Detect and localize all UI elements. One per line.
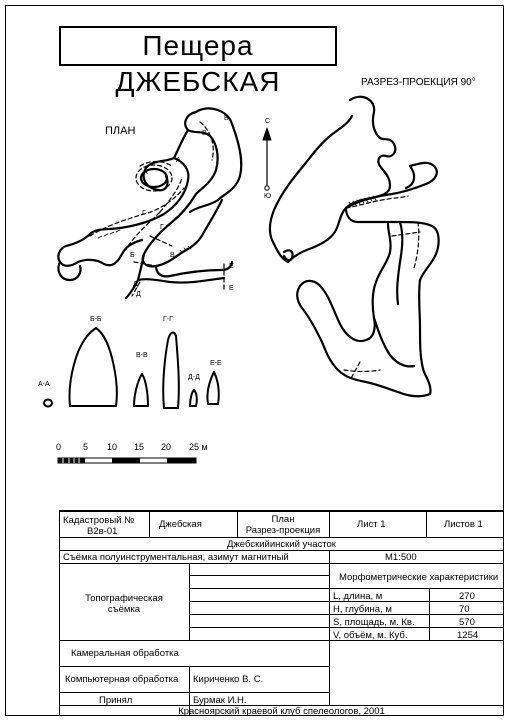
cave-name: Джебская	[159, 519, 202, 530]
topo-survey-line2: съёмка	[107, 604, 141, 615]
plan-mark: Б	[130, 252, 135, 259]
plan-mark: Д	[136, 291, 141, 298]
plan-mark: Г	[160, 224, 164, 231]
title-block	[59, 510, 504, 716]
accepted-name: Бурмак И.Н.	[193, 695, 247, 706]
length-label: L, длина, м	[333, 591, 383, 602]
sheets-total: Листов 1	[444, 519, 483, 530]
volume-label: V, объём, м. Куб.	[333, 630, 408, 641]
sheet-number: Лист 1	[357, 519, 386, 530]
section-label: РАЗРЕЗ-ПРОЕКЦИЯ 90°	[361, 77, 476, 88]
area-name: Джебскийинский участок	[227, 539, 336, 550]
scale-tick: 25 м	[189, 442, 208, 452]
sheet-type-section: Разрез-проекция	[245, 525, 321, 536]
plan-mark: А	[143, 169, 148, 176]
plan-mark: Е	[229, 263, 234, 270]
map-scale: М1:500	[385, 552, 417, 563]
computer-processing-name: Кириченко В. С.	[193, 674, 264, 685]
plan-mark: В	[202, 130, 207, 137]
depth-label: Н, глубина, м	[333, 604, 392, 615]
plan-mark: В	[170, 252, 175, 259]
sheet-type-plan: План	[271, 514, 295, 525]
cameral-label: Камеральная обработка	[71, 648, 179, 659]
accepted-label: Принял	[99, 695, 133, 706]
footer-credit: Красноярский краевой клуб спелеологов, 2001	[178, 706, 385, 717]
depth-value: 70	[459, 604, 470, 615]
section-aa-label: А-А	[38, 381, 50, 388]
cave-section	[270, 97, 439, 396]
plan-label: ПЛАН	[105, 125, 136, 137]
morphometric-header: Морфометрические характеристики	[339, 572, 499, 583]
north-label: С	[265, 118, 271, 125]
page-title: Пещера ДЖЕБСКАЯ	[59, 26, 337, 66]
plan-mark: Б	[224, 115, 229, 122]
scale-tick: 20	[161, 442, 172, 452]
section-gg-label: Г-Г	[163, 316, 173, 323]
plan-mark: Е	[229, 285, 234, 292]
scale-tick: 5	[83, 442, 89, 452]
cave-plan	[58, 108, 241, 298]
length-value: 270	[459, 591, 475, 602]
section-ee-label: Е-Е	[210, 360, 222, 367]
survey-type: Съёмка полуинструментальная, азимут магнитный	[63, 552, 289, 563]
plan-mark: Д	[133, 281, 138, 288]
scale-tick: 10	[107, 442, 118, 452]
scale-tick: 15	[134, 442, 145, 452]
area-value: 570	[459, 617, 475, 628]
cross-sections	[44, 328, 219, 408]
scale-bar	[58, 458, 196, 463]
cadastral-label: Кадастровый №	[63, 515, 135, 526]
area-label: S, площадь, м. Кв.	[333, 617, 415, 628]
computer-processing-label: Компьютерная обработка	[65, 674, 179, 685]
volume-value: 1254	[457, 630, 479, 641]
south-label: Ю	[264, 193, 272, 200]
plan-mark: А	[176, 157, 181, 164]
section-vv-label: В-В	[136, 352, 148, 359]
topo-survey-line1: Топографическая	[85, 593, 163, 604]
north-arrow-icon	[263, 128, 271, 190]
section-dd-label: Д-Д	[188, 374, 200, 381]
scale-tick: 0	[56, 442, 62, 452]
cadastral-number: В2в-01	[87, 526, 118, 537]
plan-mark: Г	[142, 210, 146, 217]
section-bb-label: Б-Б	[90, 316, 102, 323]
